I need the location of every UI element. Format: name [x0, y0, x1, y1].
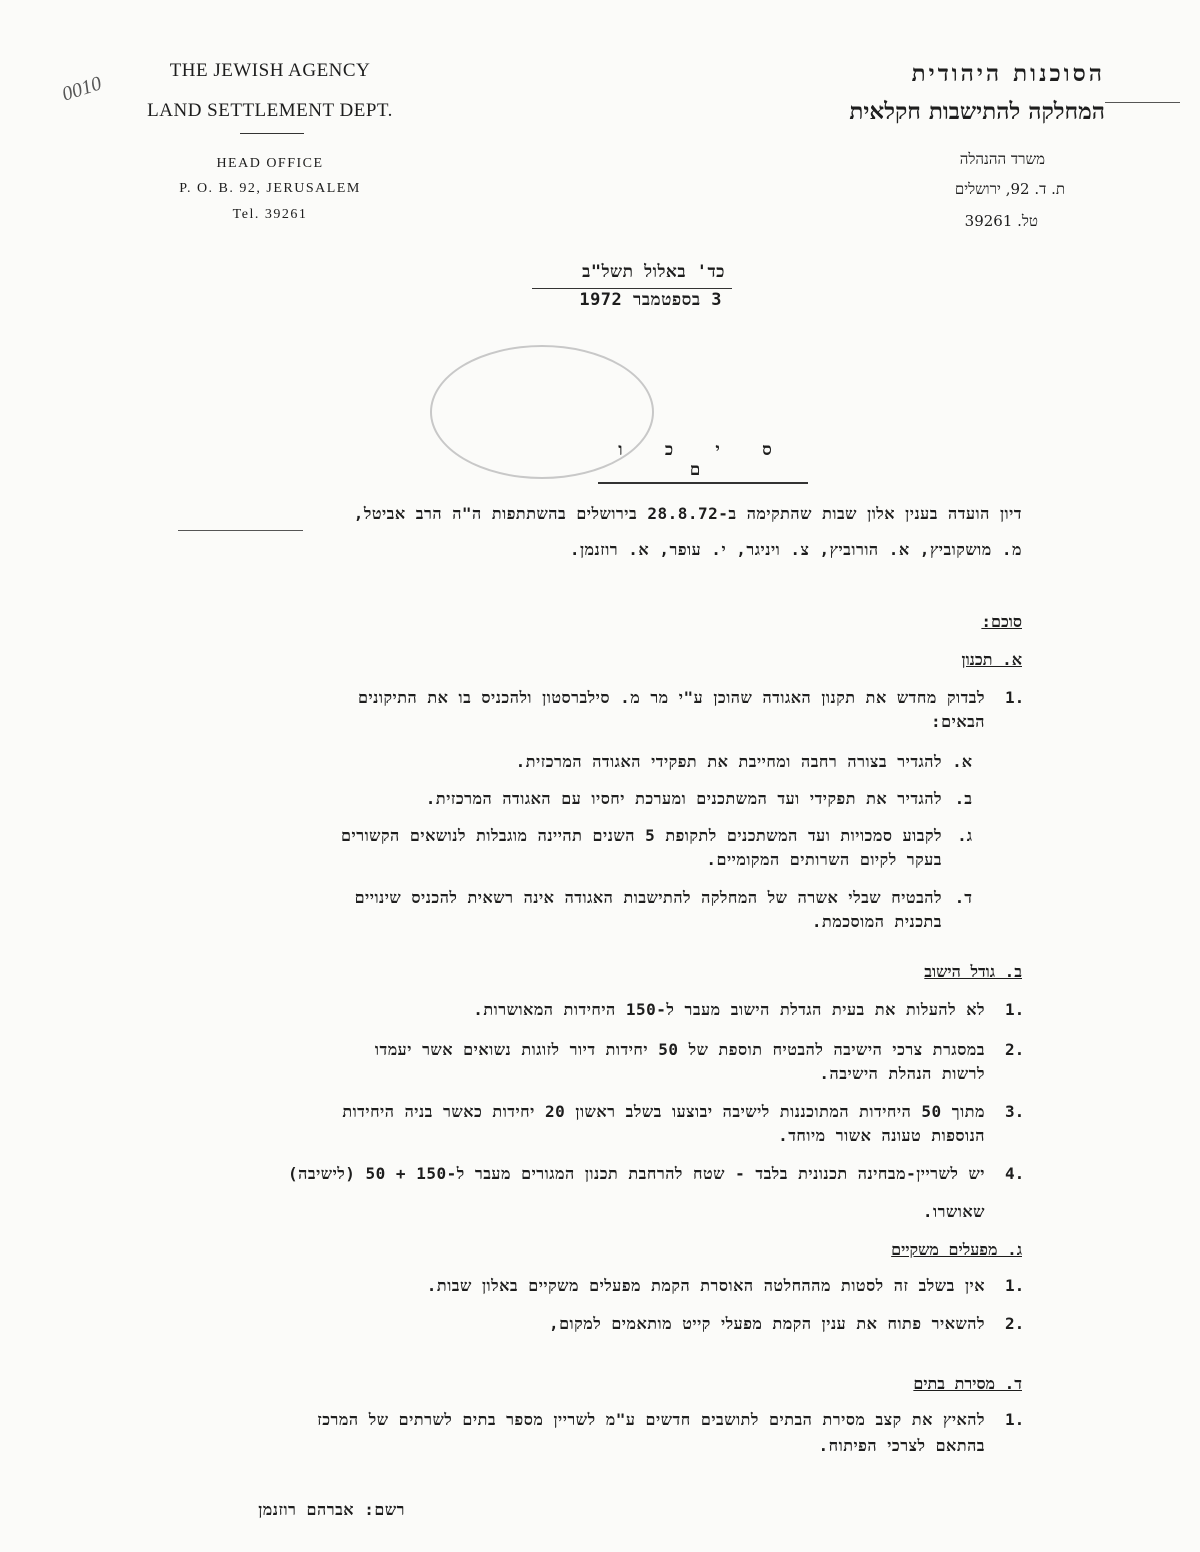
section-b-item-1-number: 1.: [1005, 1000, 1025, 1019]
section-a-item-1-line-2: הבאים:: [931, 712, 985, 731]
recorder-signature: רשם: אברהם רוזנמן: [258, 1500, 405, 1519]
tel-en: Tel. 39261: [232, 207, 308, 222]
section-b-item-2-line-2: לרשות הנהלת הישיבה.: [819, 1064, 985, 1083]
date-gregorian: 3 בספטמבר 1972: [579, 290, 722, 310]
section-b-item-2-line-1: במסגרת צרכי הישיבה להבטיח תוספת של 50 יחידות דיור לזוגות נשואים אשר יעמדו: [374, 1040, 985, 1059]
section-b-title: ב. גודל הישוב: [924, 962, 1022, 981]
section-b-item-4-line-2: שאושרו.: [922, 1202, 985, 1221]
section-d-item-1-line-2: בהתאם לצרכי הפיתוח.: [818, 1436, 985, 1455]
section-c-title: ג. מפעלים משקיים: [891, 1240, 1022, 1259]
section-a-sub-c-line-2: בעקר לקיום השרותים המקומיים.: [706, 850, 942, 869]
section-b-item-3-line-1: מתוך 50 היחידות המתוכננות לישיבה יבוצעו בשלב ראשון 20 יחידות כאשר בניה היחידות: [342, 1102, 985, 1121]
dept-name-he: המחלקה להתישבות חקלאית: [849, 98, 1105, 125]
date-hebrew: כד' באלול תשל"ב: [582, 262, 725, 282]
section-d-item-1-number: 1.: [1005, 1410, 1025, 1429]
section-a-sub-c-number: ג.: [957, 826, 972, 845]
section-a-sub-a-text: להגדיר בצורה רחבה ומחייבת את תפקידי האגודה המרכזית.: [515, 752, 942, 771]
section-b-item-1-text: לא להעלות את בעית הגדלת הישוב מעבר ל-150 היחידות המאושרות.: [473, 1000, 985, 1019]
dept-name-en: LAND SETTLEMENT DEPT.: [147, 100, 393, 121]
handwritten-underline: [178, 530, 303, 531]
section-d-item-1-line-1: להאיץ את קצב מסירת הבתים לתושבים חדשים ע"מ לשריין מספר בתים לשרתים של המרכז: [317, 1410, 985, 1429]
pob-he: ת. ד. 92, ירושלים: [954, 180, 1065, 198]
office-en: HEAD OFFICE: [216, 156, 324, 171]
section-a-sub-b-number: ב.: [954, 789, 972, 808]
section-a-sub-a-number: א.: [952, 752, 972, 771]
date-divider: [532, 288, 732, 289]
section-c-item-1-number: 1.: [1005, 1276, 1025, 1295]
letterhead-divider-en: [240, 133, 304, 134]
section-d-title: ד. מסירת בתים: [913, 1374, 1022, 1393]
section-c-item-1-text: אין בשלב זה לסטות מההחלטה האוסרת הקמת מפעלים משקיים באלון שבות.: [426, 1276, 985, 1295]
section-c-item-2-text: להשאיר פתוח את ענין הקמת מפעלי קייט מותאמים למקום,: [548, 1314, 985, 1333]
pen-stroke: [1105, 102, 1180, 103]
agreed-label: סוכם:: [981, 612, 1022, 631]
office-he: משרד ההנהלה: [959, 150, 1045, 168]
section-b-item-4-line-1: יש לשריין-מבחינה תכנונית בלבד - שטח להרחבת תכנון המגורים מעבר ל-150 + 50 (לישיבה): [288, 1164, 985, 1183]
section-a-item-1-line-1: לבדוק מחדש את תקנון האגודה שהוכן ע"י מר מ. סילברסטון ולהכניס בו את התיקונים: [357, 688, 985, 707]
section-a-item-1-number: 1.: [1005, 688, 1025, 707]
section-b-item-3-line-2: הנוספות טעונה אשור מיוחד.: [778, 1126, 985, 1145]
pob-en: P. O. B. 92, JERUSALEM: [179, 181, 361, 196]
section-a-title: א. תכנון: [961, 650, 1022, 669]
margin-note: 0010: [59, 72, 105, 106]
section-a-sub-d-line-1: להבטיח שבלי אשרה של המחלקה להתישבות האגודה אינה רשאית להכניס שינויים: [354, 888, 942, 907]
org-name-en: THE JEWISH AGENCY: [169, 60, 371, 81]
section-a-sub-d-number: ד.: [954, 888, 972, 907]
section-a-sub-d-line-2: בתכנית המוסכמת.: [811, 912, 942, 931]
section-b-item-2-number: 2.: [1005, 1040, 1025, 1059]
intro-line-2: מ. מושקוביץ, א. הורוביץ, צ. ויניגר, י. עופר, א. רוזנמן.: [569, 540, 1022, 559]
tel-he: טל. 39261: [964, 212, 1038, 230]
section-c-item-2-number: 2.: [1005, 1314, 1025, 1333]
document-title: ס י כ ו ם: [598, 440, 808, 484]
section-b-item-4-number: 4.: [1005, 1164, 1025, 1183]
org-name-he: הסוכנות היהודית: [911, 60, 1105, 87]
intro-line-1: דיון הועדה בענין אלון שבות שהתקימה ב-28.8.72 בירושלים בהשתתפות ה"ה הרב אביטל,: [353, 504, 1022, 523]
section-a-sub-b-text: להגדיר את תפקידי ועד המשתכנים ומערכת יחסיו עם האגודה המרכזית.: [425, 789, 942, 808]
section-b-item-3-number: 3.: [1005, 1102, 1025, 1121]
section-a-sub-c-line-1: לקבוע סמכויות ועד המשתכנים לתקופת 5 השנים תהיינה מוגבלות לנושאים הקשורים: [341, 826, 942, 845]
